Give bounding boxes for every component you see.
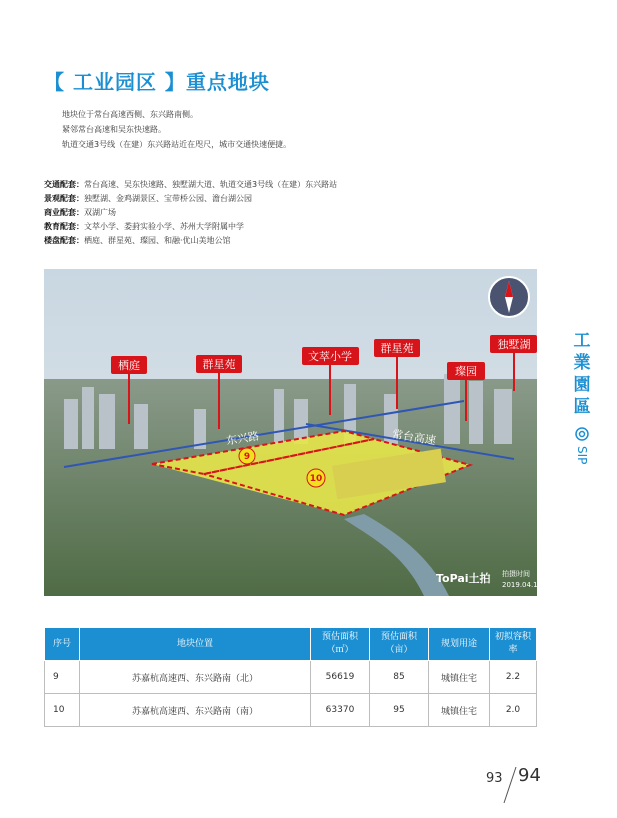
- road-label-changtai: 常台高速: [391, 427, 437, 448]
- amenities-list: [44, 178, 337, 248]
- svg-text:独墅湖: 独墅湖: [497, 338, 531, 351]
- amenity-education: 教育配套：文萃小学、娄葑实验小学、苏州大学附属中学: [44, 222, 244, 231]
- page-numbers: [486, 765, 556, 805]
- svg-text:栖庭: 栖庭: [118, 359, 140, 372]
- compass-icon: [489, 277, 529, 317]
- amenity-housing: 楼盘配套：栖庭、群星苑、璨园、和融·优山美地公馆: [44, 236, 231, 245]
- svg-text:群星苑: 群星苑: [380, 342, 414, 355]
- col-header-area-mu: 预估面积（亩）: [370, 628, 429, 661]
- sidebar-sip: SIP: [575, 446, 589, 465]
- intro-text: [62, 107, 291, 152]
- plot-table: [44, 627, 537, 727]
- title-bracket: 【 工业园区 】: [44, 70, 186, 94]
- table-row: 9 苏嘉杭高速西、东兴路南（北） 56619 85 城镇住宅 2.2: [45, 661, 537, 694]
- title-main: 重点地块: [185, 70, 270, 94]
- watermark-brand: ToPai土拍: [436, 572, 491, 585]
- plot-10-label: 10: [309, 474, 323, 484]
- amenity-transport: 交通配套：常台高速、吴东快速路、独墅湖大道、轨道交通3号线（在建）东兴路站: [44, 180, 338, 189]
- page-title: [44, 66, 270, 95]
- sidebar-char: 業: [573, 353, 591, 373]
- intro-line: 轨道交通3号线（在建）东兴路站近在咫尺，城市交通快速便捷。: [62, 140, 292, 149]
- intro-line: 紧邻常台高速和吴东快速路。: [62, 125, 166, 134]
- page-divider: [500, 765, 520, 805]
- table-row: 10 苏嘉杭高速西、东兴路南（南） 63370 95 城镇住宅 2.0: [45, 694, 537, 727]
- sip-logo-icon: [574, 426, 590, 442]
- svg-text:群星苑: 群星苑: [202, 358, 236, 371]
- col-header-location: 地块位置: [80, 628, 311, 661]
- road-label-dongxing: 东兴路: [225, 429, 260, 448]
- table-header-row: [45, 628, 537, 661]
- col-header-index: 序号: [45, 628, 80, 661]
- watermark-caption: 拍摄时间: [502, 570, 530, 578]
- plot-9-label: 9: [243, 452, 251, 462]
- col-header-usage: 规划用途: [429, 628, 490, 661]
- amenity-commerce: 商业配套：双湖广场: [44, 208, 116, 217]
- sidebar-char: 工: [573, 331, 591, 351]
- watermark-date: 2019.04.12: [502, 581, 543, 589]
- svg-text:文萃小学: 文萃小学: [308, 350, 352, 363]
- amenity-landscape: 景观配套：独墅湖、金鸡湖景区、宝带桥公园、澹台湖公园: [44, 194, 252, 203]
- aerial-photo: [44, 269, 543, 596]
- svg-text:璨园: 璨园: [455, 365, 477, 378]
- page-number-left: 93: [486, 771, 503, 786]
- sidebar-char: 區: [573, 397, 591, 417]
- col-header-area-sqm: 预估面积（㎡）: [311, 628, 370, 661]
- col-header-far: 初拟容积率: [490, 628, 537, 661]
- sidebar-vertical-title: [570, 330, 594, 464]
- page-number-right: 94: [518, 765, 541, 786]
- sidebar-char: 園: [573, 375, 591, 395]
- intro-line: 地块位于常台高速西侧、东兴路南侧。: [62, 110, 198, 119]
